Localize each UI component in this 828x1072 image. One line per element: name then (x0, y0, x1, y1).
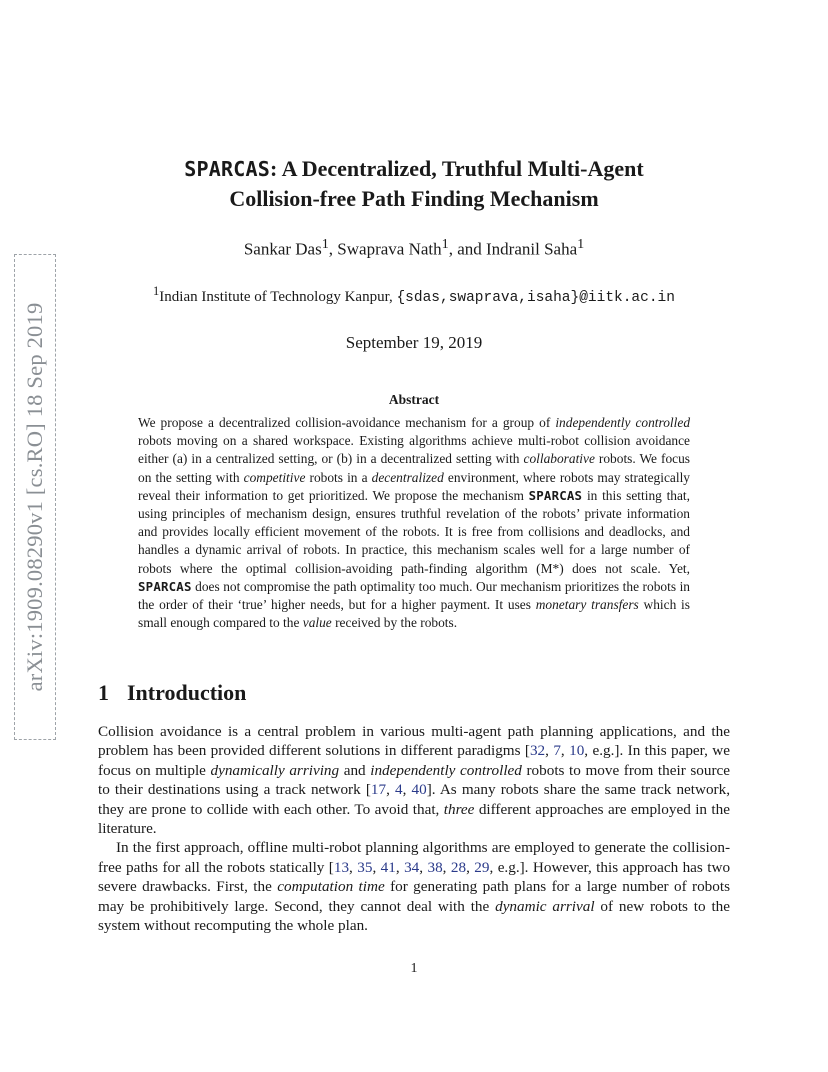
emphasis: dynamic arrival (495, 897, 595, 915)
citation-link[interactable]: 32 (529, 742, 546, 760)
citation-link[interactable]: 7 (553, 742, 561, 760)
text-segment: robots to move from their source to their destinations using a track network [ (98, 761, 730, 799)
section-title: Introduction (127, 680, 247, 705)
citation-link[interactable]: 17 (370, 781, 387, 799)
author-affil-mark: 1 (321, 236, 329, 252)
sparcas-name: SPARCAS (528, 487, 583, 503)
citation-link[interactable]: 13 (333, 858, 350, 876)
arxiv-stamp (14, 254, 56, 740)
abstract-segment: which is small enough compared to the (138, 597, 690, 631)
author-separator: , (328, 239, 338, 259)
author-name: Sankar Das (243, 239, 322, 259)
author-name: Indranil Saha (486, 239, 578, 259)
abstract-emphasis: decentralized (371, 469, 444, 485)
author-affil-mark: 1 (441, 236, 449, 252)
emphasis: computation time (277, 878, 385, 896)
citation-link[interactable]: 29 (474, 858, 490, 876)
author-name: Swaprava Nath (337, 239, 442, 259)
citation-link[interactable]: 38 (427, 858, 443, 876)
text-segment: ]. As many robots share the same track network, they are prone to collide with each other. To avoid that, (98, 781, 731, 818)
body-paragraph: Collision avoidance is a central problem in various multi-agent path planning applications, and the problem has been provided different solutions in different paradigms [32, 7, 10, e.g.]. In this paper, we focus on multiple dynamically arriving and independently controlled robots to move from their source to their destinations using a track network [17, 4, 40]. As many robots share the same track network, they are prone to collide with each other. To avoid that, three different approaches are employed in the literature. (98, 723, 731, 838)
abstract-segment: received by the robots. (331, 615, 458, 631)
citation-link[interactable]: 10 (569, 742, 585, 760)
text-segment: for generating path plans for a large number of robots may be prohibitively large. Second, they cannot deal with the (98, 878, 730, 915)
abstract-emphasis: value (302, 615, 332, 631)
abstract-segment: environment, where robots may strategically reveal their information to get prioritized. We propose the mechanism (138, 469, 690, 503)
abstract-segment: robots. We focus on the setting with (138, 451, 691, 485)
abstract-text (138, 414, 690, 632)
sparcas-name: SPARCAS (138, 578, 192, 594)
citation-link[interactable]: 35 (357, 858, 373, 876)
abstract-segment: We propose a decentralized collision-avoidance mechanism for a group of (138, 415, 556, 430)
abstract-segment: robots in a (305, 469, 372, 485)
title-line1: : A Decentralized, Truthful Multi-Agent (269, 156, 644, 181)
abstract-segment: in this setting that, using principles of mechanism design, ensures truthful revelation of the robots’ private information and provides locally efficient movement of the robots. It is free from collisions and deadlocks, and handles a dynamic arrival of robots. In practice, this mechanism scales well for a large number of robots where the optimal collision-avoiding path-finding algorithm (M*) does not scale. Yet, (138, 487, 691, 576)
author-list (98, 236, 730, 260)
abstract-emphasis: collaborative (523, 451, 595, 467)
citation-link[interactable]: 4 (395, 781, 403, 799)
text-segment: e.g.]. However, this approach has two severe drawbacks. First, the (98, 858, 731, 896)
abstract-emphasis: independently controlled (555, 415, 691, 430)
affiliation-mark: 1 (153, 284, 160, 298)
citation-link[interactable]: 28 (450, 858, 467, 876)
citation-link[interactable]: 41 (380, 858, 396, 876)
affiliation-institution: Indian Institute of Technology Kanpur, (159, 289, 397, 305)
arxiv-stamp-text: arXiv:1909.08290v1 [cs.RO] 18 Sep 2019 (22, 302, 47, 692)
abstract-segment: does not compromise the path optimality too much. Our mechanism prioritizes the robots in the order of their ‘true’ higher needs, but for a higher payment. It uses (138, 578, 690, 613)
page-number: 1 (410, 961, 418, 976)
emphasis: dynamically arriving (210, 761, 340, 779)
abstract-heading: Abstract (388, 392, 440, 407)
title-sparcas: SPARCAS (184, 157, 270, 181)
section-heading (98, 680, 246, 706)
author-affil-mark: 1 (577, 236, 585, 252)
introduction-body (98, 722, 730, 935)
abstract-emphasis: competitive (243, 469, 306, 485)
text-segment: different approaches are employed in the literature. (98, 800, 730, 838)
citation-link[interactable]: 34 (404, 858, 420, 876)
citation-link[interactable]: 40 (411, 781, 427, 799)
body-paragraph: In the first approach, offline multi-robot planning algorithms are employed to generate the collision-free paths for all the robots statically [13, 35, 41, 34, 38, 28, 29, e.g.]. However, this approach has two severe drawbacks. First, the computation time for generating path plans for a large number of robots may be prohibitively large. Second, they cannot deal with the dynamic arrival of new robots to the system without recomputing the whole plan. (98, 839, 731, 935)
title-line2: Collision-free Path Finding Mechanism (229, 186, 599, 211)
author-separator: , and (448, 239, 486, 259)
text-segment: of new robots to the system without recomputing the whole plan. (98, 897, 730, 935)
emphasis: independently controlled (370, 761, 522, 779)
paper-date: September 19, 2019 (345, 333, 483, 352)
text-segment: and (339, 761, 371, 779)
affiliation (98, 284, 730, 306)
section-number: 1 (98, 680, 109, 705)
affiliation-emails: {sdas,swaprava,isaha}@iitk.ac.in (396, 290, 675, 306)
text-segment: e.g.]. In this paper, we focus on multiple (98, 742, 730, 779)
abstract-segment: robots moving on a shared workspace. Existing algorithms achieve multi-robot collision avoidance either (a) in a centralized setting, or (b) in a decentralized setting with (138, 433, 690, 467)
emphasis: three (443, 800, 475, 818)
paper-title (98, 154, 730, 214)
text-segment: In the first approach, offline multi-robot planning algorithms are employed to generate the collision-free paths for all the robots statically [ (98, 839, 730, 876)
abstract-emphasis: monetary transfers (535, 597, 639, 613)
text-segment: Collision avoidance is a central problem in various multi-agent path planning applications, and the problem has been provided different solutions in different paradigms [ (98, 723, 730, 760)
